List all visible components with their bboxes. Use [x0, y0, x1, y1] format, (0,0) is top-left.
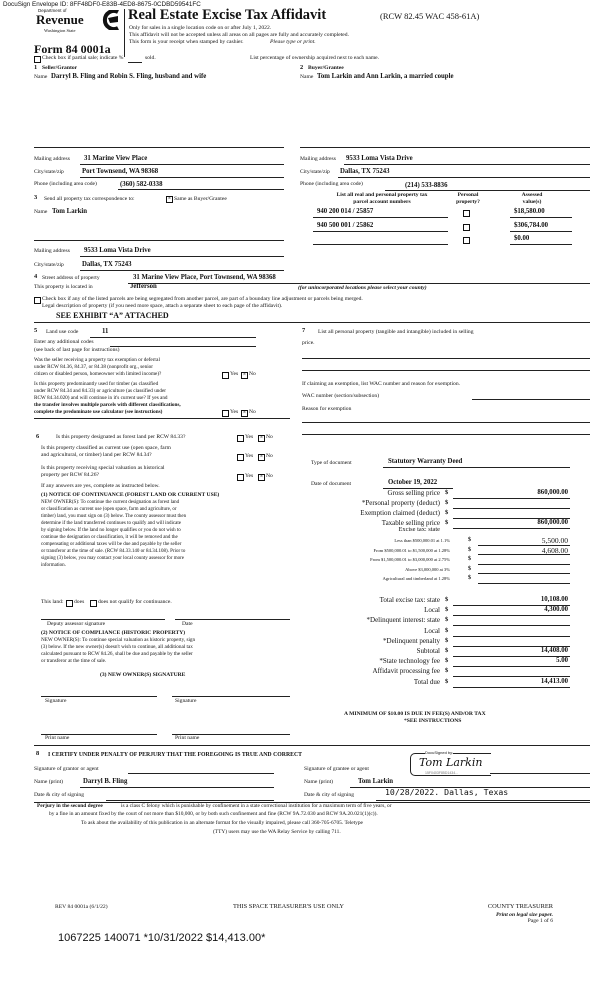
tax-field-line[interactable]: [478, 554, 570, 555]
seller-mailing-address[interactable]: 31 Marine View Place: [84, 155, 148, 162]
field-line: [80, 164, 284, 165]
notice-title: (1) NOTICE OF CONTINUANCE (FOREST LAND OR CURRENT USE): [41, 492, 220, 498]
grantor-print-name[interactable]: Darryl B. Fling: [83, 778, 128, 785]
label: Deputy assessor signature: [47, 621, 106, 627]
label: City/state/zip: [300, 169, 330, 175]
header-note: Only for sales in a single location code on or after July 1, 2022.: [129, 25, 272, 31]
label: Phone (including area code): [300, 181, 363, 187]
same-as-buyer-checkbox[interactable]: ×: [167, 196, 172, 202]
personal-property-checkbox[interactable]: [463, 237, 470, 244]
minimum-notice: A MINIMUM OF $10.00 IS DUE IN FEE(S) AND/OR TAX: [344, 711, 486, 717]
perjury-line: by a fine in an amount fixed by the court of not more than $10,000, or by both such confinement and fine (RCW 9A.72.030 and RCW 9A.20.021(1)(c)).: [49, 811, 378, 817]
label: Date & city of signing: [34, 792, 85, 798]
tax-field-line[interactable]: [478, 583, 570, 584]
notice-line: determine if the land transferred continues to qualify and will indicate: [41, 521, 181, 526]
tax-field-line[interactable]: [478, 573, 570, 574]
tax-label: Total due: [413, 677, 440, 686]
tax-field-line[interactable]: [453, 636, 570, 637]
label: No: [249, 409, 256, 415]
label: Check box if any of the listed parcels are being segregated from another parcel, are part of a boundary line adjustment or parcels being merged.: [42, 296, 363, 302]
label: Signature: [45, 698, 67, 704]
personal-property-checkbox[interactable]: [463, 224, 470, 231]
assessed-value[interactable]: $0.00: [514, 235, 530, 242]
tax-field-line[interactable]: [453, 508, 570, 509]
notice-line: by signing below. If the land no longer qualifies or you do not wish to: [41, 528, 181, 533]
logo-revenue: Revenue: [36, 12, 84, 27]
field-line: [80, 787, 274, 788]
dollar-sign: $: [445, 677, 449, 685]
tax-label: Affidavit processing fee: [372, 667, 440, 676]
label: City/state/zip: [34, 169, 64, 175]
label: WAC number (section/subsection): [302, 393, 380, 399]
county-treasurer-label: COUNTY TREASURER: [487, 903, 553, 910]
tax-label: Exemption claimed (deduct): [360, 509, 440, 517]
section-number: 5: [34, 327, 38, 334]
label: Land use code: [46, 329, 79, 335]
document-date[interactable]: October 19, 2022: [388, 479, 438, 486]
tax-value[interactable]: 14,413.00: [540, 677, 568, 685]
does-not-qualify-checkbox[interactable]: [90, 600, 97, 607]
assessed-value[interactable]: $18,580.00: [514, 208, 545, 215]
parcel-header: parcel account numbers: [353, 199, 411, 205]
label: No: [249, 371, 256, 377]
personal-property-field[interactable]: [302, 358, 590, 359]
tax-field-line[interactable]: [453, 528, 570, 529]
exemption-reason-field[interactable]: [302, 434, 590, 435]
wac-number-field[interactable]: [472, 399, 590, 400]
form-revision: REV 84 0001a (6/1/22): [55, 904, 108, 910]
buyer-mailing-address[interactable]: 9533 Loma Vista Drive: [346, 155, 413, 162]
notice-line: (3) below. If the new owner(s) doesn't wish to continue, all additional tax: [41, 644, 193, 650]
partial-pct-field[interactable]: [128, 62, 142, 63]
tax-value[interactable]: 860,000.00: [537, 519, 568, 526]
grantee-date-city[interactable]: 10/28/2022. Dallas, Texas: [385, 787, 509, 797]
question-text: property per RCW 84.26?: [41, 472, 99, 478]
header-note: This form is your receipt when stamped by cashier.: [129, 39, 244, 45]
tax-label: Local: [424, 606, 440, 615]
question-text: Is this property classified as current use (open space, farm: [41, 445, 171, 451]
perjury-line: is a class C felony which is punishable by confinement in a state correctional institution for a maximum term of five years, or: [121, 803, 392, 809]
page-number: Page 1 of 6: [527, 918, 553, 924]
segregated-checkbox[interactable]: [34, 297, 41, 304]
legal-size-note: Print on legal size paper.: [495, 912, 553, 918]
label: Mailing address: [34, 248, 70, 254]
form-title: Real Estate Excise Tax Affidavit: [128, 7, 327, 23]
new-owner-signature-field[interactable]: [41, 696, 157, 697]
notice-line: continue the designation or classification, it will be removed and the: [41, 535, 178, 540]
perjury-line: To ask about the availability of this publication in an alternate format for the visually impaired, please call 360-705-6705. Teletype: [81, 820, 363, 826]
label: Signature of grantee or agent: [304, 766, 369, 772]
dollar-sign: $: [445, 519, 449, 526]
tax-value[interactable]: 10,108.00: [540, 596, 568, 603]
correspondence-mailing-address[interactable]: 9533 Loma Vista Drive: [84, 247, 151, 254]
new-owner-signature-field[interactable]: [172, 696, 290, 697]
label: Type of document: [311, 460, 352, 466]
label: Signature: [175, 698, 197, 704]
field-line: [510, 217, 572, 218]
tax-value[interactable]: 5.00: [556, 657, 568, 665]
field-line: [383, 467, 570, 468]
tax-field-line[interactable]: [453, 498, 570, 499]
tax-label: Total excise tax: state: [379, 596, 440, 604]
label: Signature of grantor or agent: [34, 766, 99, 772]
envelope-id: DocuSign Envelope ID: 8FF48DF0-E83B-4ED8-8675-0CDBD59541FC: [3, 1, 201, 8]
field-line: [490, 773, 590, 774]
label: City/state/zip: [34, 262, 64, 268]
dollar-sign: $: [445, 647, 449, 654]
treasurer-space-label: THIS SPACE TREASURER'S USE ONLY: [233, 903, 344, 910]
form-number: Form 84 0001a: [34, 42, 111, 56]
county-select[interactable]: Jefferson: [130, 283, 157, 290]
buyer-phone[interactable]: (214) 533-8836: [405, 182, 448, 189]
personal-property-field[interactable]: [302, 370, 590, 371]
field-line: [313, 217, 448, 218]
label: price.: [302, 340, 315, 346]
label: Name: [300, 74, 314, 80]
notice-line: information.: [41, 563, 66, 568]
label: Yes: [245, 453, 254, 459]
field-line: [80, 256, 284, 257]
seller-phone[interactable]: (360) 582-0338: [120, 181, 163, 188]
notice-line: NEW OWNER(S): To continue the current designation as forest land: [41, 500, 180, 505]
field-line: [118, 189, 284, 190]
header-divider: [124, 9, 125, 57]
label: Date: [182, 621, 193, 627]
grantee-print-name[interactable]: Tom Larkin: [358, 778, 394, 785]
personal-header: Personal: [457, 192, 479, 198]
perjury-line: (TTY) users may use the WA Relay Service by calling 711.: [213, 829, 341, 835]
label: Street address of property: [42, 275, 100, 281]
label: does not qualify for continuance.: [98, 599, 172, 605]
yes-checkbox[interactable]: [222, 372, 229, 379]
see-instructions: *SEE INSTRUCTIONS: [404, 718, 462, 724]
parcel-header: List all real and personal property tax: [336, 192, 428, 198]
label: Mailing address: [34, 156, 70, 162]
form-rcw: (RCW 82.45 WAC 458-61A): [380, 11, 480, 21]
tax-value[interactable]: 860,000.00: [537, 489, 568, 496]
personal-header: property?: [456, 199, 480, 205]
label: No: [266, 434, 273, 440]
label: (for unincorporated locations please select your county): [298, 285, 427, 291]
label: Name: [34, 209, 48, 215]
divider: [34, 418, 290, 419]
header-note: This affidavit will not be accepted unless all areas on all pages are fully and accurately completed.: [129, 32, 349, 38]
section-number: 7: [302, 327, 306, 334]
label: Legal description of property (if you need more space, attach a separate sheet to each page of the affidavit).: [42, 303, 283, 309]
dollar-sign: $: [445, 499, 449, 506]
header-note: Please type or print.: [270, 39, 316, 45]
field-line: [510, 244, 572, 245]
dollar-sign: $: [445, 667, 449, 675]
field-line: [385, 190, 590, 191]
tax-field-line[interactable]: [453, 625, 570, 626]
divider: [34, 745, 590, 746]
dollar-sign: $: [445, 596, 449, 603]
no-checkbox[interactable]: ×: [259, 454, 264, 460]
perjury-bold: Perjury in the second degree: [37, 803, 103, 809]
label: Mailing address: [300, 156, 336, 162]
label: Date & city of signing: [304, 792, 355, 798]
field-line: [90, 337, 256, 338]
seller-heading: Seller/Grantor: [42, 65, 78, 71]
yes-checkbox[interactable]: [237, 474, 244, 481]
tax-field-line[interactable]: [478, 564, 570, 565]
question-text: Is this property designated as forest land per RCW 84.33?: [56, 434, 186, 440]
section-number: 8: [36, 750, 40, 757]
assessed-header: Assessed: [521, 192, 543, 198]
notice-line: or classification as current use (open space, farm and agriculture, or: [41, 507, 177, 512]
excise-label: Excise tax: state: [398, 526, 440, 533]
dollar-sign: $: [445, 636, 449, 644]
notice-line: timber) land, you must sign on (3) below. The county assessor must then: [41, 514, 187, 519]
notice-line: NEW OWNER(S): To continue special valuation as historic property, sign: [41, 637, 196, 643]
no-checkbox[interactable]: ×: [259, 435, 264, 441]
label: If claiming an exemption, list WAC number and reason for exemption.: [302, 381, 461, 387]
dollar-sign: $: [445, 616, 449, 624]
tax-label: Subtotal: [416, 647, 440, 655]
field-line: [510, 231, 572, 232]
field-line: [34, 240, 284, 241]
label: Same as Buyer/Grantee: [174, 196, 227, 202]
section-number: 1: [34, 64, 38, 71]
question-text: Is this property receiving special valuation as historical: [41, 465, 165, 471]
question-text: and agricultural, or timber) land per RCW 84.34?: [41, 452, 152, 458]
field-line: [338, 177, 590, 178]
section-number: 2: [300, 64, 304, 71]
dollar-sign: $: [445, 657, 449, 665]
question-text: under RCW 84.34 and 84.33) or agriculture (as classified under: [34, 388, 167, 394]
tax-label: Taxable selling price: [381, 519, 440, 527]
section-number: 4: [34, 273, 38, 280]
label: No: [266, 453, 273, 459]
tax-field-line[interactable]: [453, 666, 570, 667]
question-text: the transfer involves multiple parcels with different classifications,: [34, 402, 181, 408]
seller-city[interactable]: Port Townsend, WA 98368: [82, 168, 159, 175]
dollar-sign: $: [468, 556, 471, 563]
bracket-value[interactable]: 5,500.00: [541, 536, 568, 545]
yes-checkbox[interactable]: [237, 435, 244, 442]
buyer-city[interactable]: Dallas, TX 75243: [340, 168, 390, 175]
label: Print name: [45, 735, 70, 741]
notice-line: calculated pursuant to RCW 84.26, shall be due and payable by the seller: [41, 651, 193, 657]
yes-checkbox[interactable]: [222, 410, 229, 417]
partial-label: Check box if partial sale; indicate %: [42, 55, 124, 61]
label: Yes: [245, 434, 254, 440]
divider: [34, 322, 590, 323]
question-text: RCW 84.34.020) and will continue in it's current use? If yes and: [34, 395, 168, 401]
bracket-label: From $500,000.01 to $1,500,000 at 1.28%: [373, 547, 450, 553]
docusigned-label: DocuSigned by:: [425, 750, 454, 755]
dollar-sign: $: [445, 626, 449, 634]
bracket-label: Above $3,000,000 at 3%: [405, 566, 450, 572]
seller-name[interactable]: Darryl B. Fling and Robin S. Fling, husband and wife: [51, 73, 207, 80]
document-type[interactable]: Statutory Warranty Deed: [388, 458, 463, 465]
tax-label: *Delinquent penalty: [383, 636, 440, 645]
correspondence-name[interactable]: Tom Larkin: [52, 208, 88, 215]
question-text: under RCW 84.36, 84.37, or 84.38 (nonprofit org., senior: [34, 364, 153, 370]
exemption-reason-field[interactable]: [302, 422, 590, 423]
label: Name (print): [304, 779, 334, 785]
bracket-label: Less than $500,000.01 at 1.1%: [394, 538, 450, 543]
legal-description[interactable]: SEE EXHIBIT “A” ATTACHED: [56, 311, 169, 320]
tax-label: *Delinquent interest: state: [366, 616, 440, 625]
label: Phone (including area code): [34, 181, 97, 187]
tax-field-line[interactable]: [453, 687, 570, 688]
label: Name (print): [34, 779, 64, 785]
new-owner-signature-title: (3) NEW OWNER(S) SIGNATURE: [100, 672, 186, 678]
bracket-label: From $1,500,000.01 to $3,000,000 at 2.75%: [370, 557, 450, 563]
notice-line: compensating or additional taxes will be due and payable by the seller: [41, 542, 182, 547]
label: Yes: [245, 473, 254, 479]
grantor-date-field[interactable]: [106, 800, 274, 801]
additional-codes-field[interactable]: [110, 346, 256, 347]
notice-line: or transferor at the time of sale.: [41, 658, 107, 664]
label: Print name: [175, 735, 200, 741]
correspondence-city[interactable]: Dallas, TX 75243: [82, 261, 132, 268]
signature-id: 15F0403F85D1434...: [425, 771, 459, 775]
buyer-name[interactable]: Tom Larkin and Ann Larkin, a married couple: [317, 73, 454, 80]
dollar-sign: $: [445, 509, 449, 516]
label: Send all property tax correspondence to:: [44, 196, 135, 202]
label: List all personal property (tangible and intangible) included in selling: [318, 329, 474, 335]
tax-value[interactable]: 14,408.00: [540, 647, 568, 654]
question-text: Is this property predominantly used for timber (as classified: [34, 381, 159, 387]
divider: [34, 147, 284, 148]
label: Reason for exemption: [302, 406, 352, 412]
buyer-heading: Buyer/Grantee: [308, 65, 344, 71]
bracket-label: Agricultural and timberland at 1.28%: [382, 576, 450, 582]
deputy-date-field[interactable]: [175, 619, 290, 620]
parcel-number[interactable]: 940 500 001 / 25862: [317, 222, 374, 229]
parcel-number-field[interactable]: [313, 244, 448, 245]
certify-statement: I CERTIFY UNDER PENALTY OF PERJURY THAT THE FOREGOING IS TRUE AND CORRECT: [48, 752, 303, 758]
label: No: [266, 473, 273, 479]
field-line: [80, 270, 284, 271]
personal-property-checkbox[interactable]: [463, 210, 470, 217]
label: This property is located in: [34, 284, 93, 290]
label: Yes: [230, 409, 239, 415]
property-address[interactable]: 31 Marine View Place, Port Townsend, WA 98368: [133, 274, 276, 281]
divider: [300, 147, 590, 148]
yes-checkbox[interactable]: [237, 454, 244, 461]
label: does: [74, 599, 85, 605]
tax-label: Gross selling price: [387, 489, 440, 497]
grantor-signature-field[interactable]: [128, 773, 274, 774]
field-line: [128, 283, 590, 284]
parcel-number[interactable]: 940 200 014 / 25857: [317, 208, 374, 215]
dollar-sign: $: [468, 565, 471, 572]
field-line: [313, 231, 448, 232]
field-line: [344, 164, 590, 165]
label: If any answers are yes, complete as instructed below.: [41, 483, 160, 489]
land-use-code[interactable]: 11: [102, 328, 109, 335]
section-number: 6: [36, 433, 40, 440]
assessed-header: value(s): [522, 199, 542, 205]
field-line: [80, 177, 284, 178]
field-line: [376, 800, 590, 801]
tax-label: *State technology fee: [379, 657, 440, 666]
tax-field-line[interactable]: [453, 615, 570, 616]
partial-sale-checkbox[interactable]: [34, 56, 41, 63]
deputy-signature-field[interactable]: [41, 619, 165, 620]
label: This land:: [41, 599, 64, 605]
pct-note: List percentage of ownership acquired next to each name.: [250, 55, 380, 61]
label: Date of document: [311, 481, 352, 487]
label: Enter any additional codes: [34, 339, 94, 345]
question-text: citizen or disabled person, homeowner with limited income)?: [34, 371, 162, 377]
docusign-signature-box[interactable]: [410, 750, 491, 776]
no-checkbox[interactable]: ×: [242, 372, 247, 378]
label: Yes: [230, 371, 239, 377]
label: Name: [34, 74, 48, 80]
dollar-sign: $: [468, 537, 471, 543]
section-number: 3: [34, 194, 38, 201]
notice-line: signing (3) below, you may contact your local county assessor for more: [41, 556, 184, 561]
sold-label: sold.: [145, 55, 156, 61]
bracket-value[interactable]: 4,608.00: [541, 545, 568, 555]
notice-title: (2) NOTICE OF COMPLIANCE (HISTORIC PROPERTY): [41, 630, 186, 636]
revenue-logo-icon: [100, 10, 122, 30]
dollar-sign: $: [445, 489, 449, 496]
dollar-sign: $: [445, 606, 449, 614]
tax-value[interactable]: 4,300.00: [544, 606, 568, 614]
does-qualify-checkbox[interactable]: [66, 600, 73, 607]
grantee-signature: Tom Larkin: [419, 756, 483, 769]
treasurer-stamp: 1067225 140071 *10/31/2022 $14,413.00*: [58, 932, 266, 944]
dor-logo: [30, 8, 125, 40]
dollar-sign: $: [468, 546, 471, 553]
assessed-value[interactable]: $306,784.00: [514, 222, 548, 229]
logo-dept: Department of: [38, 8, 67, 13]
dollar-sign: $: [468, 575, 471, 582]
question-text: complete the predominate use calculator (see instructions): [34, 409, 163, 415]
tax-label: *Personal property (deduct): [361, 499, 440, 507]
question-text: Was the seller receiving a property tax exemption or deferral: [34, 357, 160, 363]
notice-line: or transferor at the time of sale. (RCW 84.33.140 or 84.34.108). Prior to: [41, 549, 186, 554]
no-checkbox[interactable]: ×: [242, 410, 247, 416]
tax-label: Local: [424, 626, 440, 635]
label: (see back of last page for instructions): [34, 347, 120, 353]
logo-state: Washington State: [44, 28, 76, 33]
no-checkbox[interactable]: ×: [259, 474, 264, 480]
